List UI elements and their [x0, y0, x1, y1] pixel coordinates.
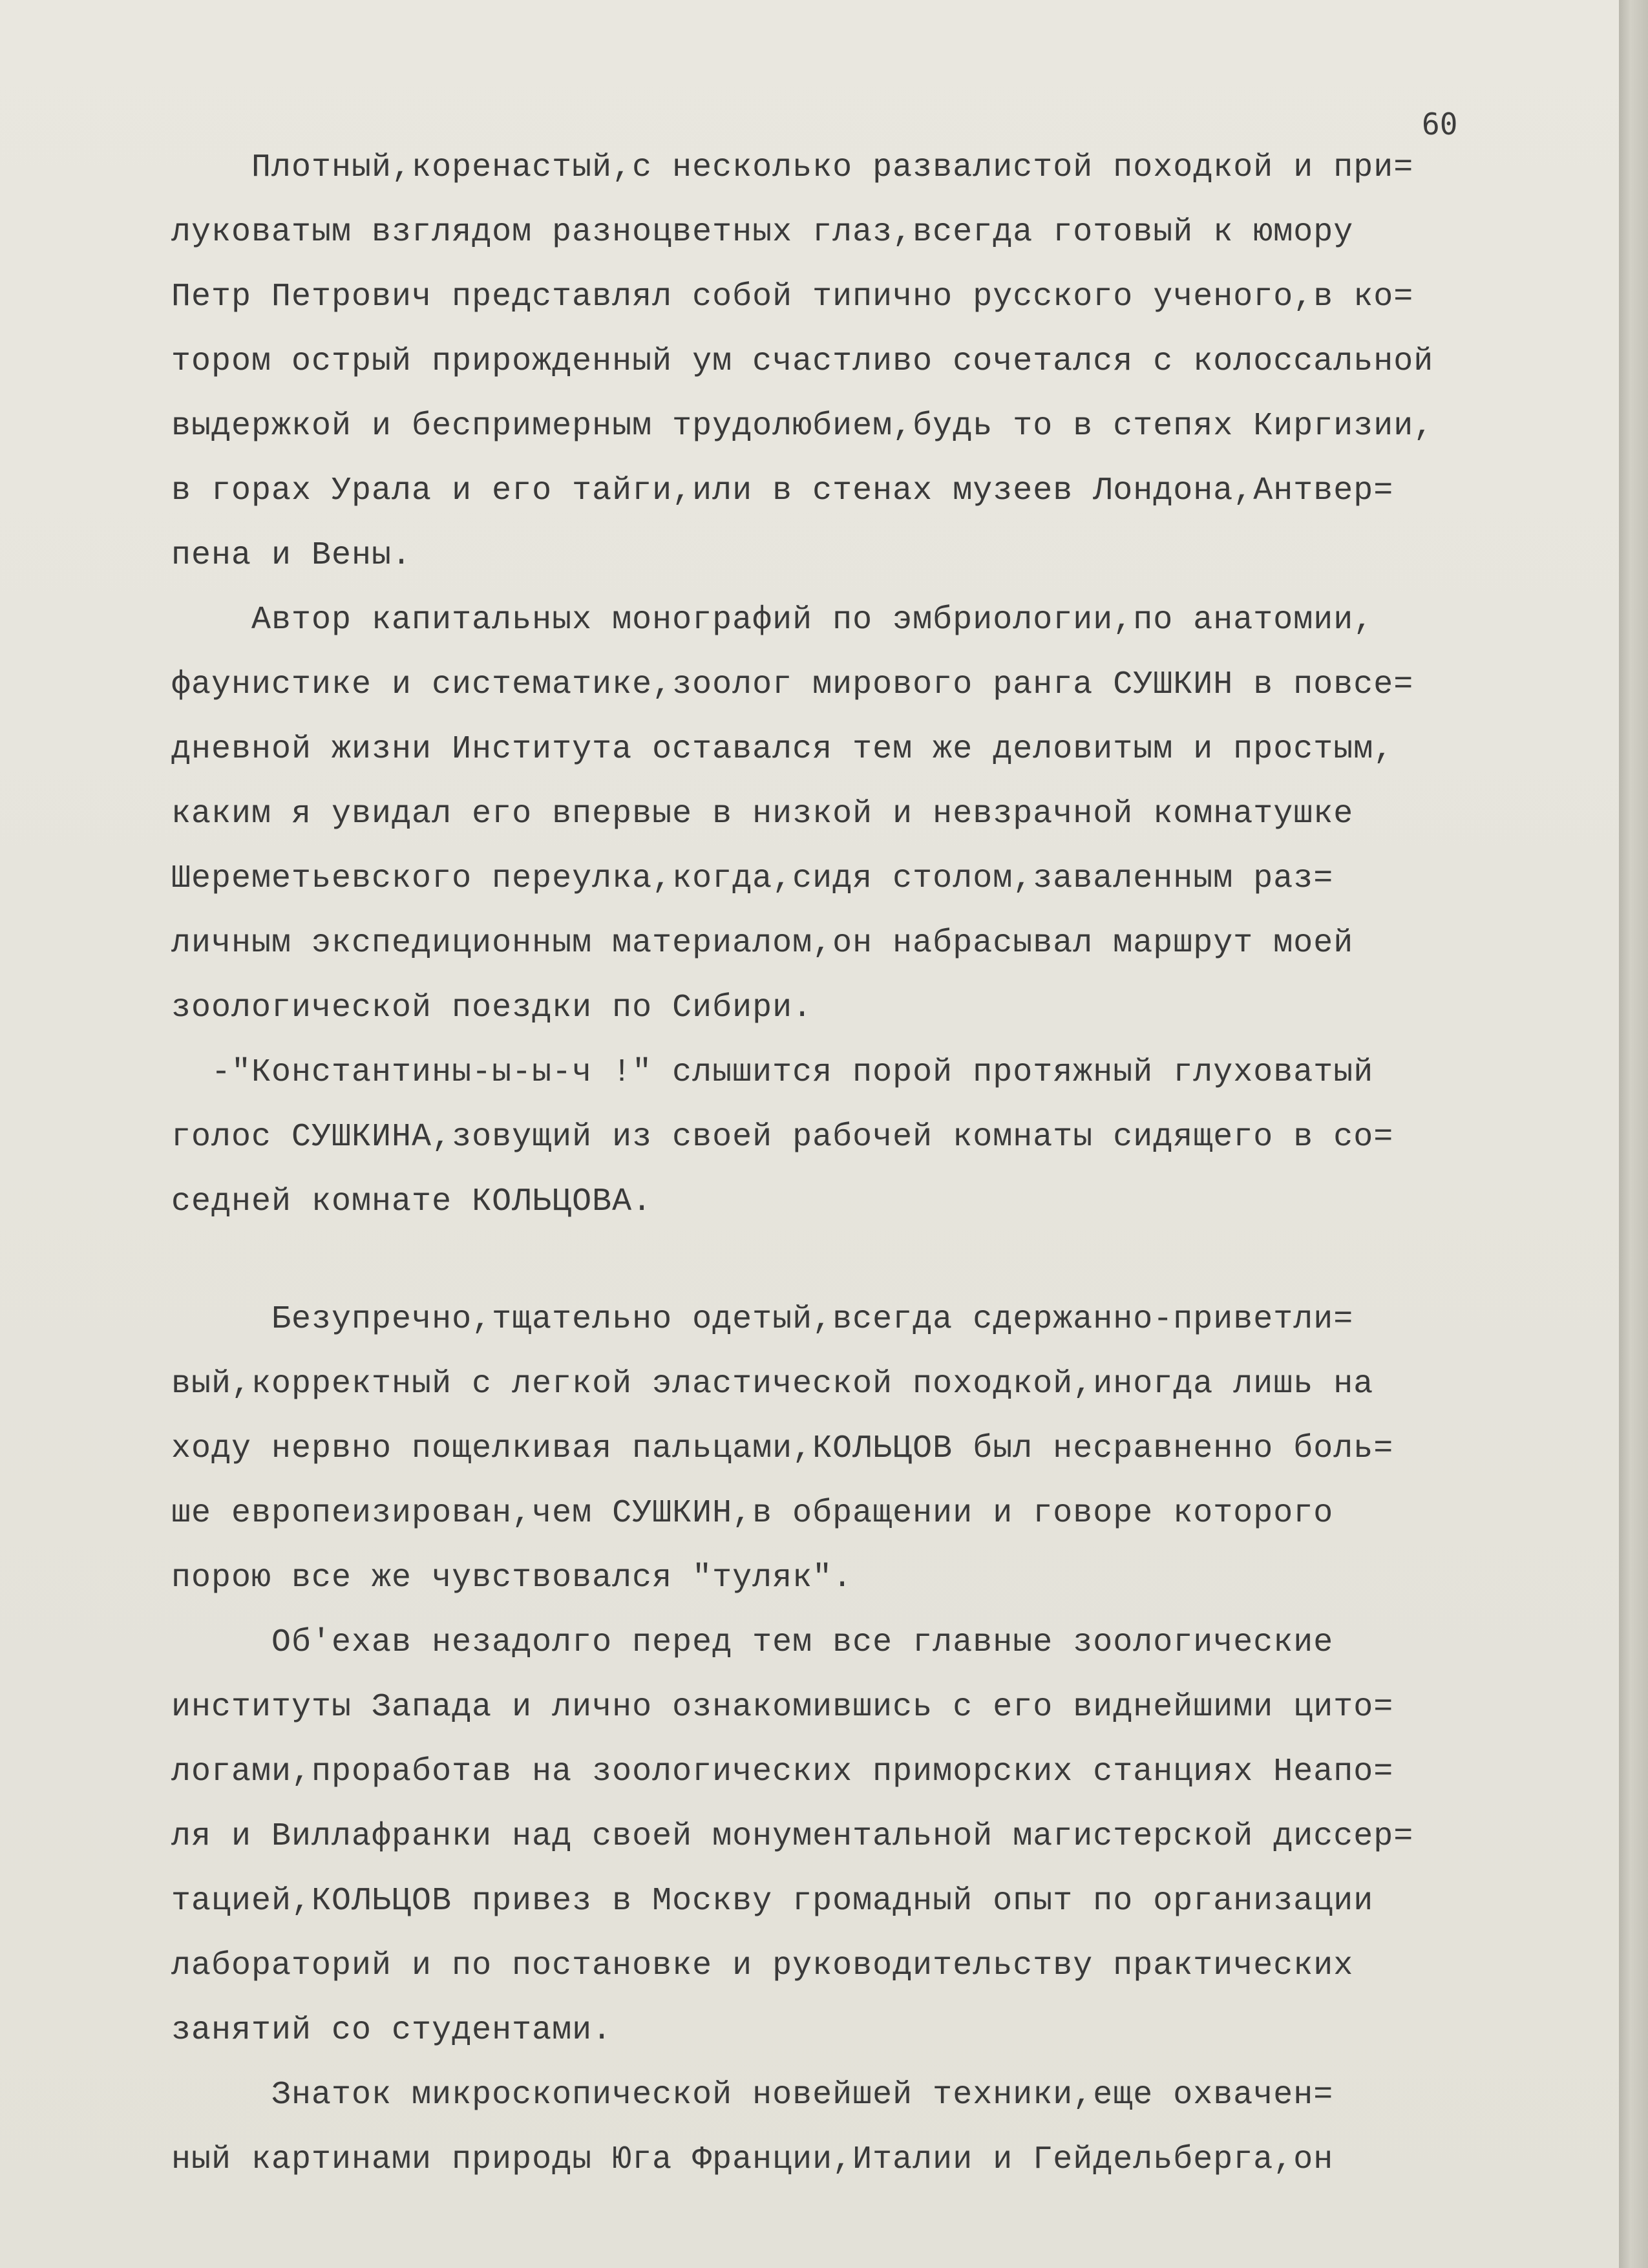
text-line: Петр Петрович представлял собой типично русского ученого,в ко=: [171, 279, 1414, 315]
text-line: институты Запада и лично ознакомившись с его виднейшими цито=: [171, 1689, 1394, 1726]
page-number: 60: [1422, 107, 1458, 142]
text-line: ходу нервно пощелкивая пальцами,КОЛЬЦОВ был несравненно боль=: [171, 1430, 1394, 1467]
paragraph-gap: [171, 1235, 1567, 1288]
text-line: Шереметьевского переулка,когда,сидя столом,заваленным раз=: [171, 860, 1334, 897]
text-line: ный картинами природы Юга Франции,Италии и Гейдельберга,он: [171, 2141, 1334, 2178]
text-line: лабораторий и по постановке и руководительству практических: [171, 1947, 1354, 1984]
typewritten-text: [171, 136, 1567, 2192]
text-line: тором острый прирожденный ум счастливо сочетался с колоссальной: [171, 343, 1434, 380]
next-page-edge: [1619, 0, 1648, 2268]
text-line: вый,корректный с легкой эластической походкой,иногда лишь на: [171, 1366, 1374, 1403]
text-line: выдержкой и беспримерным трудолюбием,будь то в степях Киргизии,: [171, 408, 1434, 445]
paragraph-6: [171, 2063, 1567, 2192]
text-line: фаунистике и систематике,зоолог мирового ранга СУШКИН в повсе=: [171, 666, 1414, 703]
text-line: ля и Виллафранки над своей монументальной магистерской диссер=: [171, 1818, 1414, 1855]
text-line: тацией,КОЛЬЦОВ привез в Москву громадный опыт по организации: [171, 1883, 1374, 1920]
text-line: ше европеизирован,чем СУШКИН,в обращении и говоре которого: [171, 1495, 1334, 1532]
paragraph-3: [171, 1041, 1567, 1235]
text-line: личным экспедиционным материалом,он набрасывал маршрут моей: [171, 925, 1354, 962]
text-line: Знаток микроскопической новейшей техники,еще охвачен=: [171, 2077, 1334, 2114]
text-line: Об'ехав незадолго перед тем все главные зоологические: [171, 1624, 1334, 1661]
paragraph-5: [171, 1611, 1567, 2063]
text-line: Безупречно,тщательно одетый,всегда сдержанно-приветли=: [171, 1301, 1354, 1338]
text-line: каким я увидал его впервые в низкой и невзрачной комнатушке: [171, 796, 1354, 832]
text-line: седней комнате КОЛЬЦОВА.: [171, 1183, 653, 1220]
text-line: пена и Вены.: [171, 537, 412, 574]
text-line: занятий со студентами.: [171, 2012, 613, 2049]
text-line: -"Константины-ы-ы-ч !" слышится порой протяжный глуховатый: [171, 1054, 1374, 1091]
text-line: в горах Урала и его тайги,или в стенах музеев Лондона,Антвер=: [171, 472, 1394, 509]
text-line: зоологической поездки по Сибири.: [171, 990, 813, 1026]
paragraph-4: [171, 1288, 1567, 1611]
text-line: луковатым взглядом разноцветных глаз,всегда готовый к юмору: [171, 214, 1354, 251]
text-line: дневной жизни Института оставался тем же деловитым и простым,: [171, 731, 1394, 768]
paragraph-2: [171, 588, 1567, 1041]
text-line: Автор капитальных монографий по эмбриологии,по анатомии,: [171, 602, 1374, 639]
text-line: порою все же чувствовался "туляк".: [171, 1560, 853, 1596]
paragraph-1: [171, 136, 1567, 588]
text-line: Плотный,коренастый,с несколько развалистой походкой и при=: [171, 149, 1414, 186]
text-line: голос СУШКИНА,зовущий из своей рабочей комнаты сидящего в со=: [171, 1119, 1394, 1156]
text-line: логами,проработав на зоологических приморских станциях Неапо=: [171, 1754, 1394, 1790]
